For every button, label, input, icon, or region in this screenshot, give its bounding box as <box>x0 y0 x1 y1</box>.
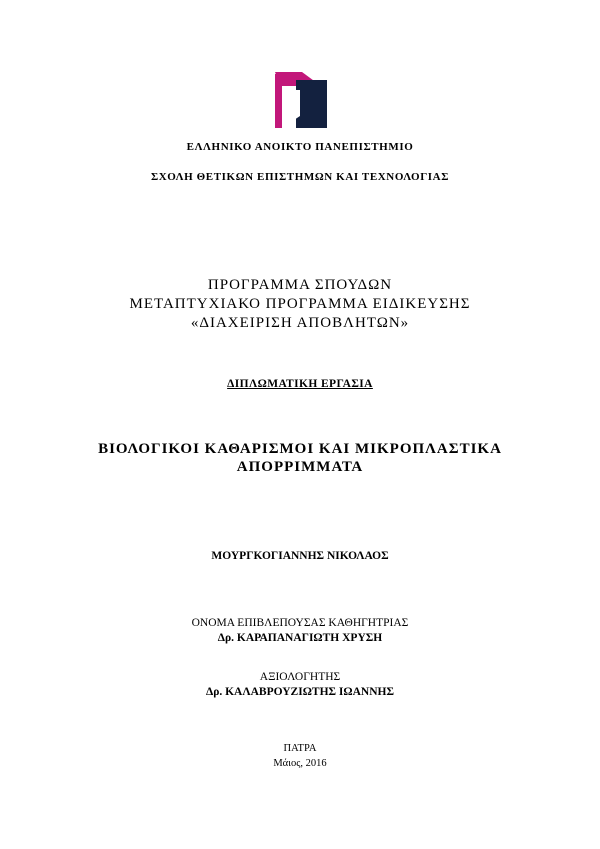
supervisor-name: Δρ. ΚΑΡΑΠΑΝΑΓΙΩΤΗ ΧΡΥΣΗ <box>217 632 383 644</box>
university-name: ΕΛΛΗΝΙΚΟ ΑΝΟΙΚΤΟ ΠΑΝΕΠΙΣΤΗΜΙΟ <box>186 141 414 153</box>
thesis-title-line-1: ΒΙΟΛΟΓΙΚΟΙ ΚΑΘΑΡΙΣΜΟΙ ΚΑΙ ΜΙΚΡΟΠΛΑΣΤΙΚΑ <box>98 441 502 457</box>
thesis-type: ΔΙΠΛΩΜΑΤΙΚΗ ΕΡΓΑΣΙΑ <box>227 378 373 390</box>
footer-city: ΠΑΤΡΑ <box>283 743 317 754</box>
program-line-1: ΠΡΟΓΡΑΜΜΑ ΣΠΟΥΔΩΝ <box>207 277 393 293</box>
evaluator-label: ΑΞΙΟΛΟΓΗΤΗΣ <box>259 671 341 683</box>
program-line-2: ΜΕΤΑΠΤΥΧΙΑΚΟ ΠΡΟΓΡΑΜΜΑ ΕΙΔΙΚΕΥΣΗΣ <box>129 296 471 312</box>
author-name: ΜΟΥΡΓΚΟΓΙΑΝΝΗΣ ΝΙΚΟΛΑΟΣ <box>211 550 389 562</box>
supervisor-label: ΟΝΟΜΑ ΕΠΙΒΛΕΠΟΥΣΑΣ ΚΑΘΗΓΗΤΡΙΑΣ <box>191 617 409 629</box>
footer-date: Μάιος, 2016 <box>273 758 327 769</box>
evaluator-name: Δρ. ΚΑΛΑΒΡΟΥΖΙΩΤΗΣ ΙΩΑΝΝΗΣ <box>206 686 394 698</box>
university-logo <box>275 72 327 128</box>
program-line-3: «ΔΙΑΧΕΙΡΙΣΗ ΑΠΟΒΛΗΤΩΝ» <box>190 315 410 331</box>
thesis-title-line-2: ΑΠΟΡΡΙΜΜΑΤΑ <box>236 459 364 475</box>
school-name: ΣΧΟΛΗ ΘΕΤΙΚΩΝ ΕΠΙΣΤΗΜΩΝ ΚΑΙ ΤΕΧΝΟΛΟΓΙΑΣ <box>150 171 450 183</box>
